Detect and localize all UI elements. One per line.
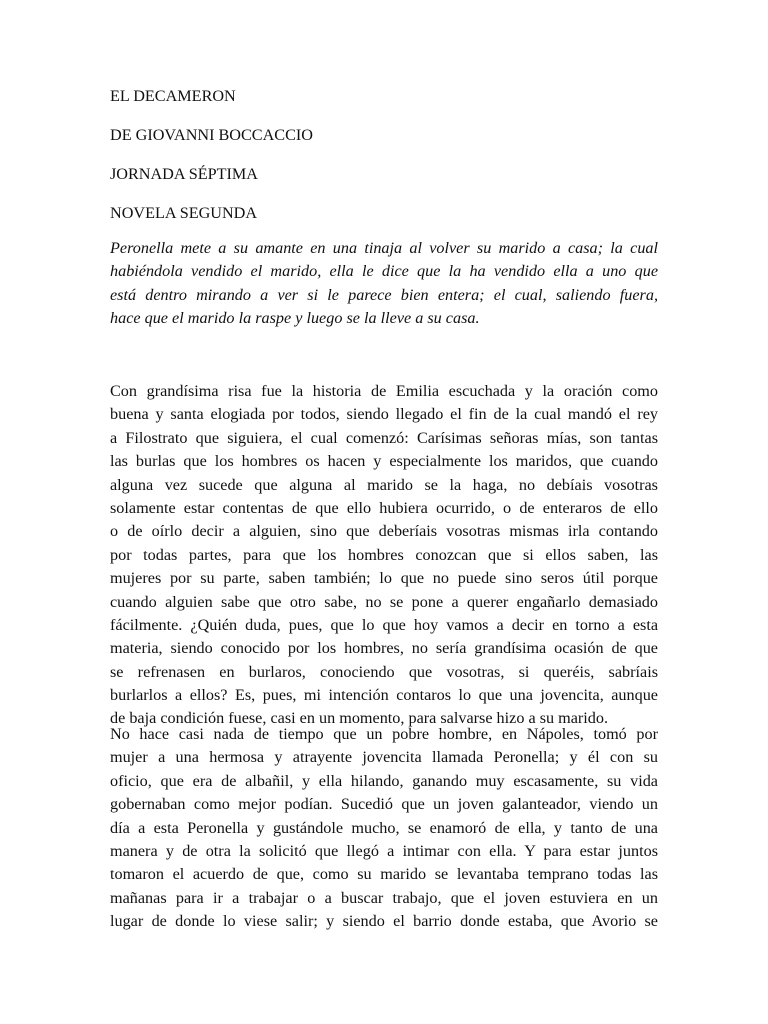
paragraph-line: buena y santa elogiada por todos, siendo llegado el fin de la cual mandó el rey bbox=[110, 405, 658, 424]
paragraph-line: oficio, que era de albañil, y ella hilando, ganando muy escasamente, su vida bbox=[110, 771, 658, 790]
day-heading: JORNADA SÉPTIMA bbox=[110, 165, 258, 183]
paragraph-line: lugar de donde lo viese salir; y siendo el barrio donde estaba, que Avorio se bbox=[110, 912, 658, 931]
paragraph-line: tomaron el acuerdo de que, como su marido se levantaba temprano todas las bbox=[110, 865, 658, 884]
paragraph-line: de baja condición fuese, casi en un momento, para salvarse hizo a su marido. bbox=[110, 709, 609, 728]
paragraph-line: mujer a una hermosa y atrayente jovencita llamada Peronella; y él con su bbox=[110, 748, 658, 767]
paragraph-line: a Filostrato que siguiera, el cual comenzó: Carísimas señoras mías, son tantas bbox=[110, 428, 658, 447]
summary-line: Peronella mete a su amante en una tinaja al volver su marido a casa; la cual bbox=[110, 239, 658, 257]
document-title: EL DECAMERON bbox=[110, 87, 236, 105]
paragraph-line: o de oírlo decir a alguien, sino que deberíais vosotras mismas irla contando bbox=[110, 522, 658, 541]
paragraph-line: manera y de otra la solicitó que llegó a intimar con ella. Y para estar juntos bbox=[110, 841, 658, 860]
paragraph-line: mujeres por su parte, saben también; lo que no puede sino seros útil porque bbox=[110, 569, 658, 588]
summary-line: está dentro mirando a ver si le parece bien entera; el cual, saliendo fuera, bbox=[110, 285, 658, 304]
paragraph-line: alguna vez sucede que alguna al marido se la haga, no debíais vosotras bbox=[110, 475, 658, 494]
summary-line: habiéndola vendido el marido, ella le dice que la ha vendido ella a uno que bbox=[110, 262, 658, 281]
paragraph-line: Con grandísima risa fue la historia de Emilia escuchada y la oración como bbox=[110, 382, 658, 400]
novella-heading: NOVELA SEGUNDA bbox=[110, 204, 258, 222]
paragraph-line: día a esta Peronella y gustándole mucho, se enamoró de ella, y tanto de una bbox=[110, 818, 658, 837]
paragraph-line: mañanas para ir a trabajar o a buscar trabajo, que el joven estuviera en un bbox=[110, 888, 658, 907]
paragraph-line: gobernaban como mejor podían. Sucedió que un joven galanteador, viendo un bbox=[110, 795, 658, 814]
summary-line: hace que el marido la raspe y luego se la lleve a su casa. bbox=[110, 309, 480, 328]
paragraph-line: cuando alguien sabe que otro sabe, no se pone a querer engañarlo demasiado bbox=[110, 592, 658, 611]
body-paragraph-2 bbox=[110, 723, 658, 934]
paragraph-line: por todas partes, para que los hombres conozcan que si ellos saben, las bbox=[110, 545, 658, 564]
paragraph-line: las burlas que los hombres os hacen y especialmente los maridos, que cuando bbox=[110, 452, 658, 471]
paragraph-line: materia, siendo conocido por los hombres, no sería grandísima ocasión de que bbox=[110, 639, 658, 658]
paragraph-line: burlarlos a ellos? Es, pues, mi intención contaros lo que una jovencita, aunque bbox=[110, 686, 658, 705]
paragraph-line: No hace casi nada de tiempo que un pobre hombre, en Nápoles, tomó por bbox=[110, 725, 658, 743]
author-heading: DE GIOVANNI BOCCACCIO bbox=[110, 126, 313, 144]
paragraph-line: solamente estar contentas de que ello hubiera ocurrido, o de enteraros de ello bbox=[110, 498, 658, 517]
paragraph-line: se refrenasen en burlaros, conociendo que vosotras, si queréis, sabríais bbox=[110, 662, 658, 681]
novella-summary bbox=[110, 237, 658, 331]
paragraph-line: fácilmente. ¿Quién duda, pues, que lo que hoy vamos a decir en torno a esta bbox=[110, 615, 658, 634]
body-paragraph-1 bbox=[110, 380, 658, 731]
